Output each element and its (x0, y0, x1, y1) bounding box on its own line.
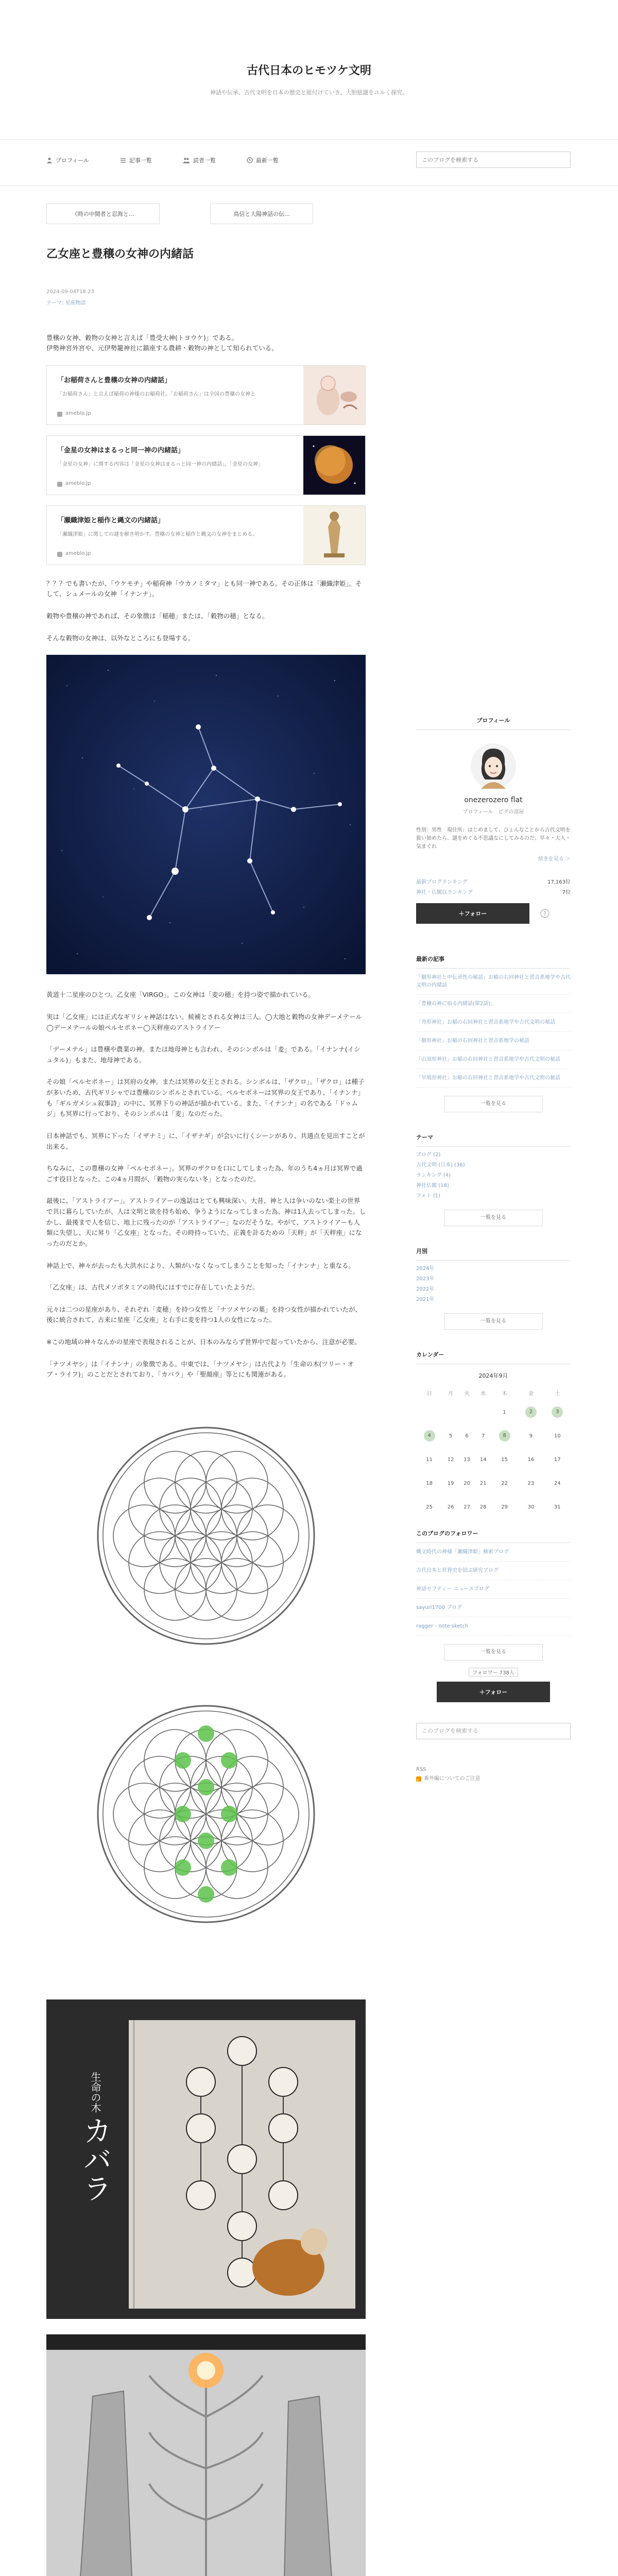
calendar-day: 11 (426, 1456, 433, 1463)
calendar-day: 28 (479, 1504, 487, 1510)
poster-title: カバラ (78, 2115, 112, 2202)
poster-subtitle: 生命の木 (89, 2071, 101, 2113)
calendar-day: 18 (426, 1480, 433, 1486)
follower-count: フォロワー 738人 (469, 1668, 518, 1676)
calendar-day (442, 1400, 459, 1424)
blog-card[interactable] (46, 435, 366, 495)
blog-card-description: 「お稲荷さん」と言えば稲荷の神様のお稲荷社。「お稲荷さん」は全国の豊穣の女神と (57, 391, 255, 397)
ranking-list (416, 877, 571, 898)
calendar-day: 31 (554, 1504, 561, 1510)
paragraph: 日本神話でも、冥界に下った「イザナミ」に、「イザナギ」が会いに行くシーンがあり、共通点を見出すことが出来る。 (46, 1131, 365, 1150)
theme-item[interactable]: ブログ (2) (416, 1152, 441, 1158)
archive-widget (416, 1247, 571, 1330)
calendar-weekday: 金 (528, 1391, 534, 1397)
clock-icon (247, 157, 253, 163)
calendar-day (475, 1400, 491, 1424)
nav-item-entries[interactable] (120, 156, 152, 164)
calendar-day: 27 (464, 1504, 470, 1510)
calendar-day[interactable]: 4 (416, 1424, 442, 1448)
calendar-day: 22 (501, 1480, 508, 1486)
follow-button-bottom[interactable]: ＋フォロー (437, 1682, 550, 1702)
theme-item[interactable]: 神社仏閣 (18) (416, 1183, 449, 1189)
site-description: 神話や伝承、古代文明を日本の歴史と紐付けていき、大胆紐謎をユルく探究。 (210, 89, 408, 96)
nav-item-label: 読者一覧 (193, 157, 216, 164)
calendar-day: 20 (464, 1480, 470, 1486)
sidebar (416, 716, 571, 1784)
blog-card-site: ameblo.jp (57, 410, 91, 418)
archive-heading: 月別 (416, 1247, 571, 1261)
blog-card-title: 「金星の女神はまるっと同一神の内緒話」 (57, 446, 185, 454)
nav-item-profile[interactable] (46, 156, 89, 164)
recent-entry-link[interactable]: 「豊穣の神に宿る内緒話(第2話)」 (416, 995, 571, 1013)
sidebar-search-input[interactable]: このブログを検索する (416, 1723, 571, 1739)
calendar-day: 26 (447, 1504, 454, 1510)
recent-entry-link[interactable]: 「舟形神社」お稲の右回神社と習音系地学や古代文明の秘話 (416, 1013, 571, 1032)
blog-card-title: 「お稲荷さんと豊穣の女神の内緒話」 (57, 376, 171, 384)
calendar-day: 19 (447, 1480, 454, 1486)
paragraph: 「乙女座」は、古代メソポタミアの時代にはすでに存在していたようだ。 (46, 1283, 259, 1292)
profile-widget (416, 716, 571, 862)
paragraph: 「デーメテル」は豊穣や農業の神。または地母神とも言われ、そのシンボルは「麦」である。「イナンナ(イシュタル)」もまた、地母神である。 (46, 1045, 360, 1064)
entry-title: 乙女座と豊穣の女神の内緒話 (46, 248, 194, 261)
profile-heading: プロフィール (416, 716, 571, 730)
blog-card-site: ameblo.jp (57, 480, 91, 488)
follow-button[interactable]: ＋フォロー (416, 903, 529, 924)
calendar-day: 17 (554, 1456, 561, 1463)
theme-list-button[interactable]: 一覧を見る (444, 1210, 543, 1226)
rss-notice-link[interactable]: 番外編についてのご注意 (424, 1776, 480, 1782)
paragraph: ※この地域の神々なんかの星座で表現されることが、日本のみならず世界中で起っていたから、注意が必要。 (46, 1338, 361, 1346)
archive-list-button[interactable]: 一覧を見る (444, 1313, 543, 1330)
calendar-day: 21 (479, 1480, 487, 1486)
follower-link[interactable]: 縄文時代の神様「瀬織津姫」検索ブログ (416, 1543, 571, 1562)
calendar-day: 12 (447, 1456, 454, 1463)
calendar-day: 10 (554, 1433, 561, 1439)
kabbalah-poster-image (46, 1999, 366, 2319)
flower-of-life-image (46, 1392, 366, 1984)
next-entry-button[interactable]: 鳥信と大陽神話の伝... (210, 204, 313, 224)
theme-widget (416, 1133, 571, 1226)
archive-item[interactable]: 2022年 (416, 1286, 435, 1292)
follower-link[interactable]: 古代日本と世界史を結ぶ研究ブログ (416, 1562, 571, 1580)
theme-heading: テーマ (416, 1133, 571, 1147)
blog-card-thumbnail (303, 436, 365, 495)
site-favicon-icon (57, 412, 62, 417)
blog-card-description: 「金星の女神」に関する内容は「金星の女神はまるっと同一神の内緒話」。「金星の女神」 (57, 461, 263, 467)
profile-bio: 性別：男性 現住所：はじめまして、ひょんなことから古代文明を扱い始めたら、謎をめぐる不思議なにしてみるのだ。早々・大人・気まぐれ (416, 827, 571, 850)
nav-item-latest[interactable] (247, 156, 279, 164)
calendar-weekday: 土 (555, 1391, 560, 1397)
theme-item[interactable]: フォト (1) (416, 1193, 440, 1199)
paragraph: その娘「ペルセポネー」は冥府の女神。または冥界の女王とされる。シンボルは、「ザクロ」。「ザクロ」は種子が多いため、古代ギリシャでは豊穣のシンボルとされている。ペルセポネーは冥界の女王であり、「イナンナ」も「ギルガメシュ叙事詩」の中に、冥界下りの神話が描かれている。また、「イナンナ」の名である「ドゥムジ」も冥界に行っており、そのシンボルは「麦」なのだった。 (46, 1078, 365, 1118)
blog-card-description: 「瀬織津姫」に関しての謎を解き明かす。豊穣の女神と稲作と縄文の女神をまとめる。 (57, 531, 258, 537)
recent-entry-link[interactable]: 「山須形神社」お稲の右回神社と習音系地学や古代文明の秘話 (416, 1050, 571, 1069)
calendar-day: 29 (501, 1504, 508, 1510)
paragraph: 黄道十二星座のひとつ。乙女座「VIRGO」。この女神は「麦の穂」を持つ姿で描かれている。 (46, 991, 315, 999)
blog-card[interactable] (46, 505, 366, 565)
recent-heading: 最新の記事 (416, 955, 571, 969)
blog-card-site: ameblo.jp (57, 550, 91, 558)
calendar-day[interactable]: 8 (491, 1424, 518, 1448)
rss-label[interactable]: RSS (416, 1767, 426, 1772)
calendar-day: 15 (501, 1456, 508, 1463)
header-search-input[interactable] (416, 151, 571, 168)
article (46, 247, 366, 2576)
follower-link[interactable]: ragger - note sketch (416, 1617, 571, 1636)
ranking-item[interactable]: 最新プログランキング 17,163位 (416, 879, 571, 885)
calendar-day[interactable]: 2 (518, 1400, 544, 1424)
paragraph: ちなみに、この豊穣の女神「ペルセポネー」。冥界のザクロを口にしてしまった為、年のうち4ヵ月は冥界で過ごす役目となった。この4ヵ月間が、「穀物の実らない冬」となったのだ。 (46, 1164, 363, 1183)
list-icon (120, 157, 126, 163)
constellation-image (46, 655, 366, 974)
blog-card-thumbnail (303, 506, 365, 565)
calendar-table (416, 1385, 571, 1519)
blog-card-list (46, 365, 366, 565)
calendar-weekday: 木 (502, 1391, 507, 1397)
entry-date: 2024-09-04T18:23 (46, 289, 95, 295)
follower-link[interactable]: sayuri1700 ブログ (416, 1599, 571, 1617)
paragraph: 穀物や豊穣の神であれば、その象徴は「稲穂」または、「穀物の穂」となる。 (46, 612, 269, 620)
calendar-heading: カレンダー (416, 1350, 571, 1364)
paragraph: 「ナツメヤシ」は「イナンナ」の象徴である。中東では、「ナツメヤシ」は古代より「生命の木(ツリー・オブ・ライフ)」のことだとされており、「カバラ」や「聖顔座」等とにも関連がある。 (46, 1360, 354, 1379)
global-nav (0, 139, 618, 186)
group-icon (183, 157, 190, 163)
help-icon[interactable] (540, 908, 550, 919)
site-favicon-icon (57, 482, 62, 487)
calendar-weekday: 火 (464, 1391, 470, 1397)
site-favicon-icon (57, 552, 62, 557)
archive-item[interactable]: 2024年 (416, 1266, 435, 1272)
svg-text:?: ? (543, 910, 546, 917)
calendar-day: 16 (527, 1456, 535, 1463)
calendar-day: 6 (465, 1433, 469, 1439)
calendar-day: 1 (503, 1409, 506, 1415)
paragraph: 最後に、「アストライアー」。アストライアーの逸話はとても興味深い。大昔、神と人は争いのない楽土の世界で共に暮らしていたが、人は文明と欲を持ち始め、争うようになってしまった為、神は1人去ってしまった。しかし、最後まで人を信じ、地上に残ったのが「アストライアー」なのだそうな。やがて、アストライアーも人類に失望し、天に昇り「乙女座」となった。その時持っていた、正義を計るための「天秤」が「天秤座」になったのだとか。 (46, 1197, 366, 1247)
prev-entry-button[interactable]: 《時の中間者と忍海と... (46, 204, 160, 224)
archive-item[interactable]: 2023年 (416, 1276, 435, 1282)
rss-widget (416, 1765, 571, 1784)
entry-category-link[interactable]: テーマ: 星座物語 (46, 300, 86, 307)
calendar-day: 7 (481, 1433, 485, 1439)
paragraph: そんな穀物の女神は、以外なところにも登場する。 (46, 634, 195, 642)
calendar-weekday: 水 (480, 1391, 486, 1397)
profile-name[interactable]: onezerozero flat (464, 796, 523, 804)
paragraph: ？？？でも書いたが、「ウケモチ」や稲荷神「ウカノミタマ」とも同一神である。その正体は「瀬織津姫」。そして、シュメールの女神「イナンナ」。 (46, 579, 362, 598)
blog-card-title: 「瀬織津姫と稲作と縄文の内緒話」 (57, 516, 165, 524)
paragraph: 豊穣の女神、穀物の女神と言えば「豊受大神(トヨウケ)」である。 伊勢神宮外宮や、元伊勢籠神社に鎮座する農耕・穀物の神として知られている。 (46, 333, 278, 352)
calendar-day[interactable]: 3 (544, 1400, 571, 1424)
nav-item-readers[interactable] (183, 156, 216, 164)
followers-list-button[interactable]: 一覧を見る (444, 1644, 543, 1660)
calendar-day: 9 (529, 1433, 533, 1439)
recent-entry-link[interactable]: 「早鳩形神社」お稲の右回神社と習音系地学や古代文明の秘話 (416, 1069, 571, 1088)
recent-entry-link[interactable]: 「樹形神社」お稲の右回神社と習音系地学の秘話 (416, 1032, 571, 1050)
recent-list-button[interactable]: 一覧を見る (444, 1096, 543, 1112)
blog-card[interactable] (46, 365, 366, 425)
calendar-weekday: 月 (448, 1391, 454, 1397)
calendar-day (416, 1400, 442, 1424)
entry-body (46, 333, 366, 2576)
ranking-item[interactable]: 神社・仏閣以ランキング 7位 (416, 890, 571, 895)
theme-item[interactable]: ランキング (4) (416, 1173, 451, 1178)
nav-item-label: プロフィール (56, 157, 89, 164)
calendar-day: 30 (527, 1504, 535, 1510)
archive-item[interactable]: 2021年 (416, 1297, 435, 1302)
avatar[interactable] (471, 743, 516, 789)
calendar-day: 24 (554, 1480, 561, 1486)
profile-more-link[interactable]: 続きを見る ＞ (538, 856, 571, 862)
nav-item-label: 記事一覧 (129, 157, 152, 164)
calendar-day: 25 (426, 1504, 433, 1510)
paragraph: 元々は二つの星座があり、それぞれ「麦穂」を持つ女性と「ナツメヤシの葉」を持つ女性が描かれていたが、後に統合されて、古来に星座「乙女座」と右手に麦を持つ1人の女性になった。 (46, 1305, 362, 1324)
follower-link[interactable]: 神話セフティー ニュースブログ (416, 1580, 571, 1599)
paragraph: 実は「乙女座」には正式なギリシャ神話はない。候補とされる女神は三人。◯大地と穀物の女神デーメテール◯デーメテールの娘ペルセポネー◯天秤座のアストライアー (46, 1012, 362, 1031)
calendar-day: 13 (464, 1456, 470, 1463)
site-header (0, 0, 618, 140)
recent-entry-link[interactable]: 「樹形神社と申伝承性の秘話」お稲の右回神社と習音系地学や古代文明の内緒話 (416, 969, 571, 995)
followers-widget (416, 1529, 571, 1702)
theme-item[interactable]: 古代文明 (日本) (36) (416, 1162, 465, 1168)
nav-item-label: 最新一覧 (255, 157, 279, 164)
recent-entries-widget (416, 955, 571, 1112)
calendar-day: 14 (479, 1456, 487, 1463)
profile-links[interactable]: プロフィール ピグの部屋 (462, 809, 524, 815)
calendar-day: 5 (449, 1433, 453, 1439)
site-title[interactable]: 古代日本のヒモツケ文明 (247, 64, 371, 77)
calendar-month: 2024年9月 (478, 1372, 508, 1379)
blog-card-thumbnail (303, 366, 365, 425)
person-icon (46, 157, 53, 163)
calendar-weekday: 日 (426, 1391, 432, 1397)
rss-icon (416, 1776, 421, 1782)
calendar-day: 23 (527, 1480, 535, 1486)
relief-image (46, 2334, 366, 2576)
calendar-day (459, 1400, 475, 1424)
calendar-widget (416, 1350, 571, 1519)
entry-pager (46, 204, 366, 224)
paragraph: 神話上で、神々が去ったも大洪水により、人類がいなくなってしまうことを知った「イナンナ」と重なる。 (46, 1261, 355, 1269)
followers-heading: このブログのフォロワー (416, 1529, 571, 1543)
